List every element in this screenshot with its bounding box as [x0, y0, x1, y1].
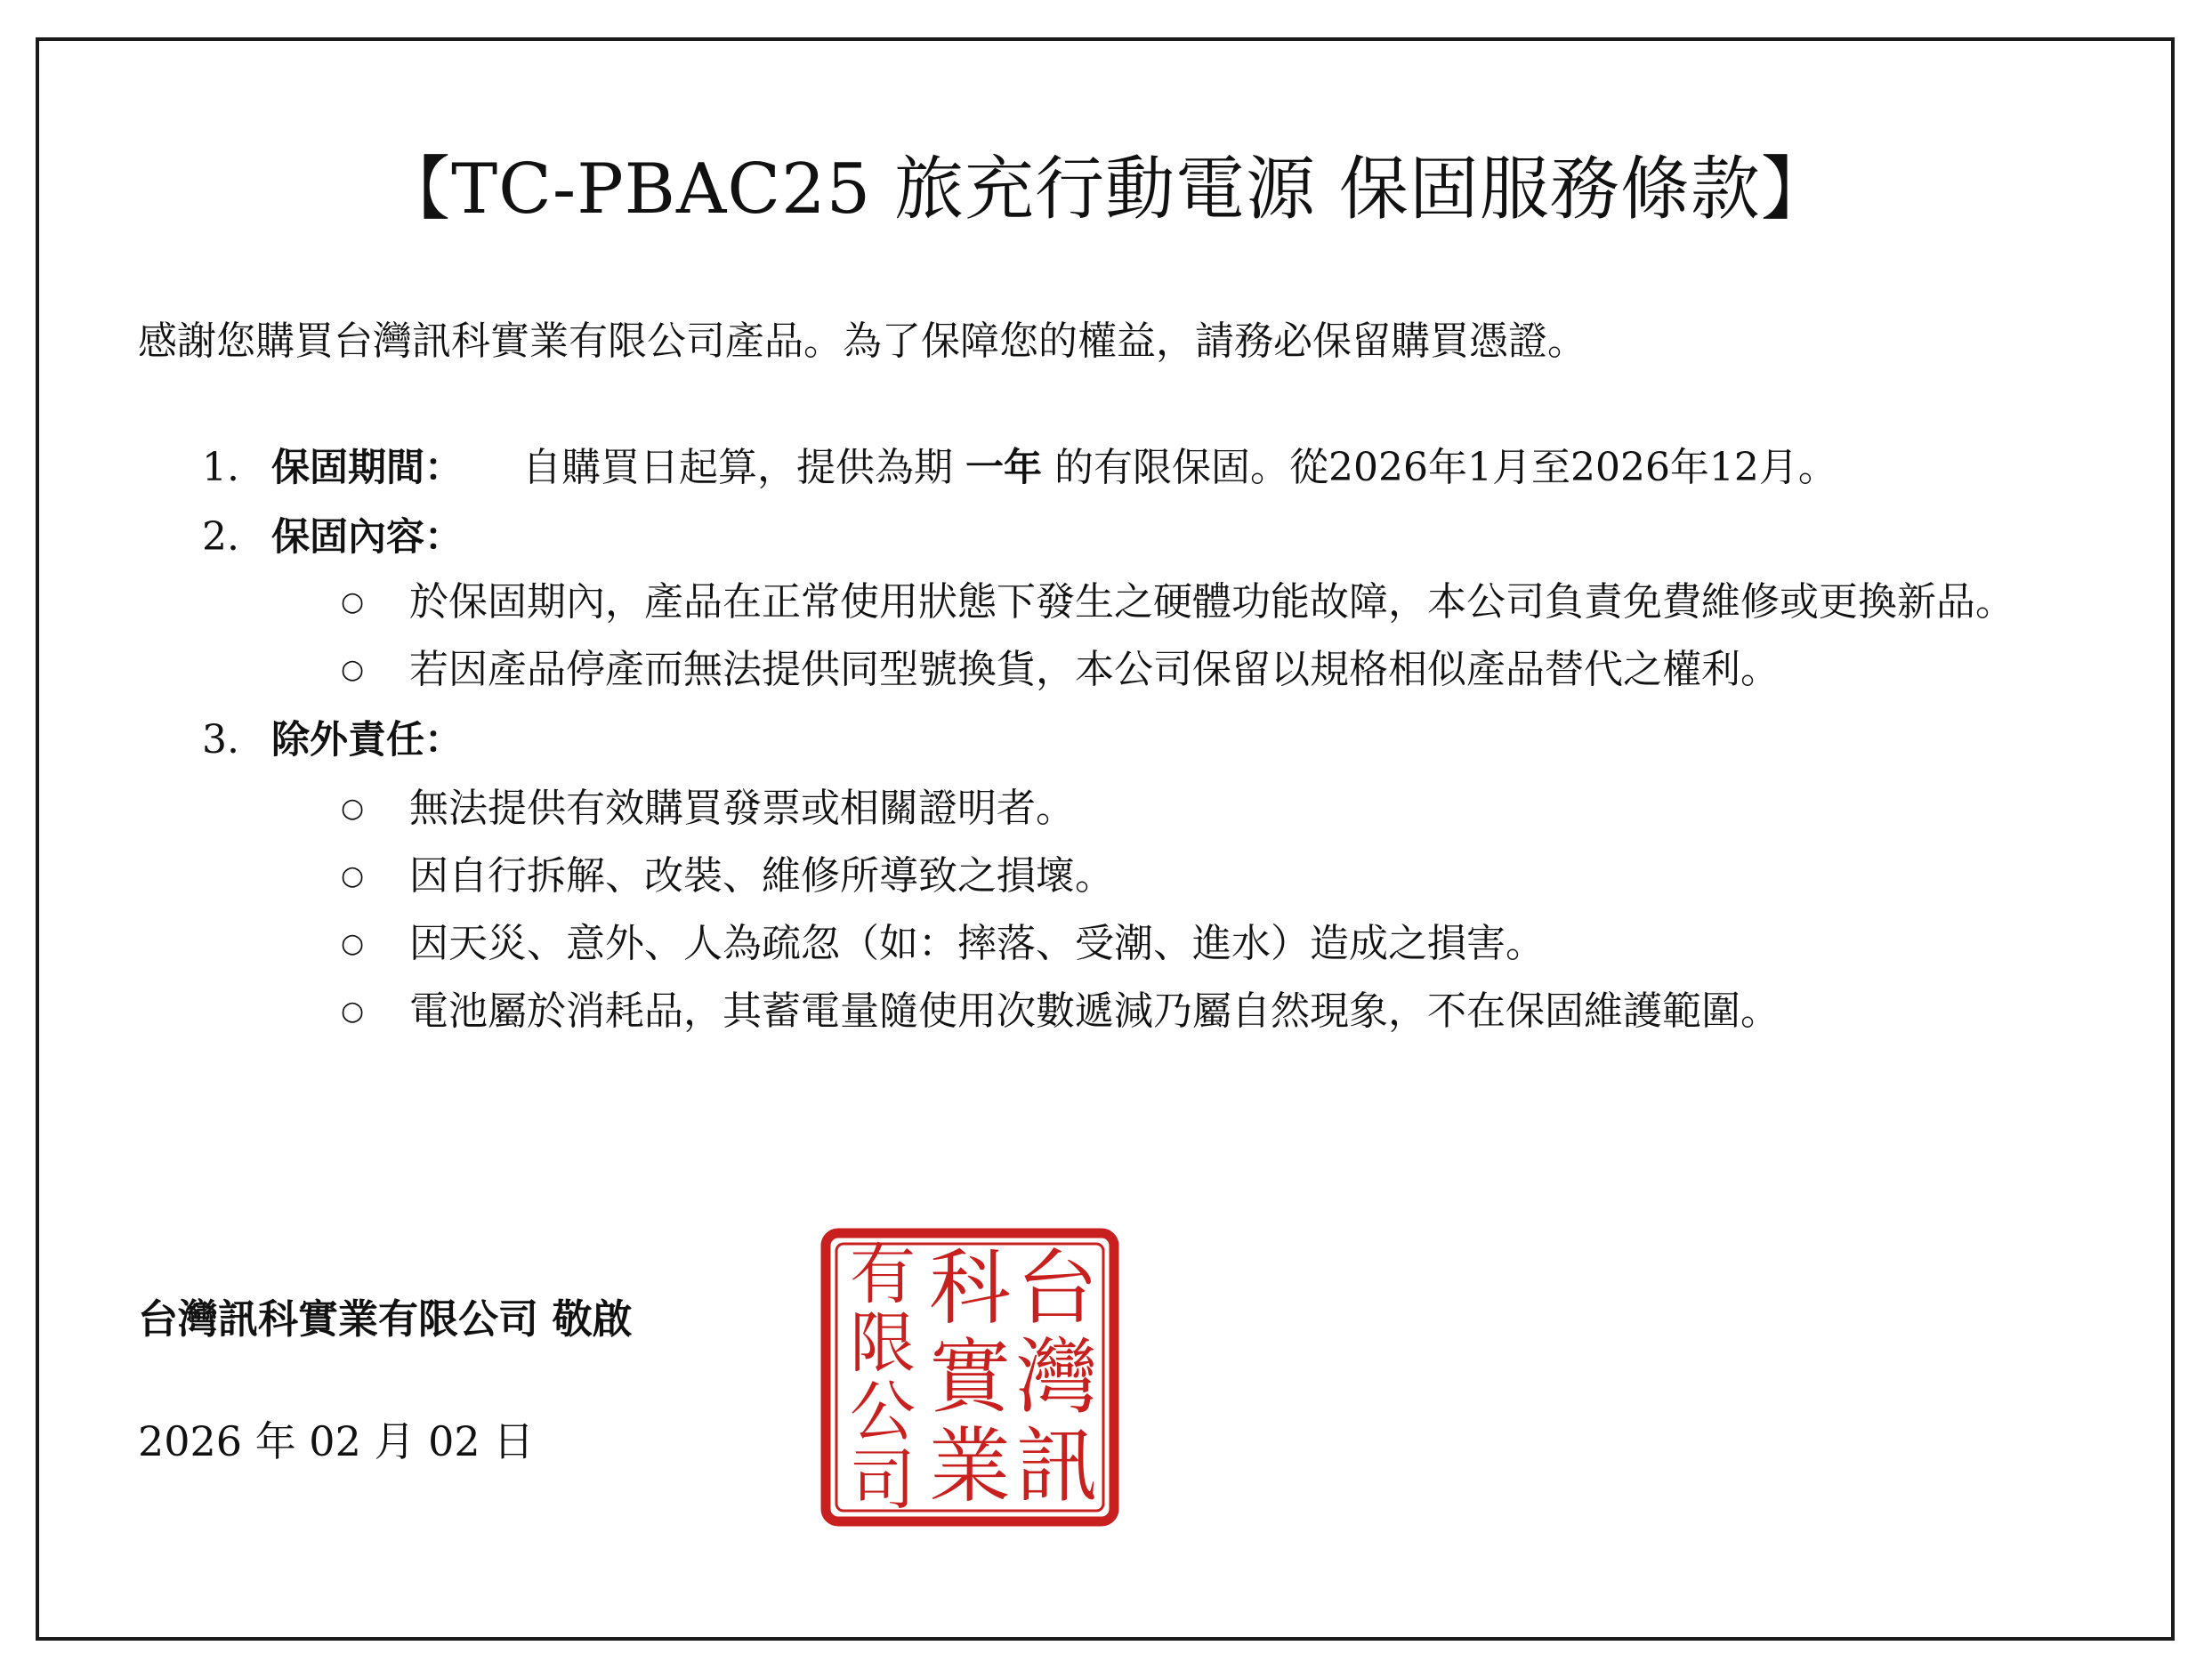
bullet-circle-icon: ○	[341, 586, 365, 617]
term-section-1	[138, 433, 2122, 503]
period-text-before: 自購買日起算，提供為期	[522, 445, 965, 490]
seal-character: 公	[850, 1374, 916, 1450]
document-date: 2026 年 02 月 02 日	[138, 1417, 535, 1465]
document-title: 【TC-PBAC25 旅充行動電源 保固服務條款】	[381, 149, 1831, 230]
warranty-period-text	[522, 433, 1837, 503]
list-item	[138, 910, 2122, 978]
bullet-text: 電池屬於消耗品，其蓄電量隨使用次數遞減乃屬自然現象，不在保固維護範圍。	[409, 988, 1780, 1034]
company-seal-stamp-icon	[819, 1226, 1121, 1529]
list-item	[138, 636, 2122, 704]
period-emphasis: 一年	[965, 446, 1042, 490]
bullet-circle-icon: ○	[341, 860, 365, 891]
intro-paragraph: 感謝您購買台灣訊科實業有限公司產品。為了保障您的權益，請務必保留購買憑證。	[138, 319, 1586, 364]
seal-character: 司	[850, 1442, 916, 1519]
seal-character: 限	[850, 1305, 916, 1382]
seal-character: 業	[928, 1418, 1012, 1514]
bullet-text: 因自行拆解、改裝、維修所導致之損壞。	[409, 853, 1114, 899]
bullet-text: 若因產品停產而無法提供同型號換貨，本公司保留以規格相似產品替代之權利。	[409, 647, 1780, 692]
list-item	[138, 978, 2122, 1045]
list-item	[138, 775, 2122, 843]
bullet-circle-icon: ○	[341, 996, 365, 1027]
list-item	[138, 843, 2122, 910]
seal-character: 台	[1015, 1240, 1099, 1336]
bullet-text: 因天災、意外、人為疏忽（如：摔落、受潮、進水）造成之損害。	[409, 921, 1545, 966]
section-number: 2.	[202, 514, 239, 560]
section-number: 1.	[202, 445, 239, 490]
term-section-3	[138, 706, 2122, 775]
list-item	[138, 569, 2212, 636]
bullet-text: 於保固期內，產品在正常使用狀態下發生之硬體功能故障，本公司負責免費維修或更換新品。	[409, 579, 2014, 625]
bullet-circle-icon: ○	[341, 654, 365, 685]
seal-character: 訊	[1015, 1418, 1099, 1514]
bullet-circle-icon: ○	[341, 793, 365, 824]
term-section-2	[138, 503, 2122, 572]
terms-list	[138, 433, 2122, 1045]
company-signature: 台灣訊科實業有限公司 敬啟	[138, 1295, 633, 1343]
section-number: 3.	[202, 717, 239, 762]
seal-character: 灣	[1015, 1329, 1099, 1425]
seal-character: 科	[928, 1240, 1012, 1336]
section-heading: 除外責任：	[271, 718, 463, 762]
seal-character: 實	[928, 1329, 1012, 1425]
bullet-text: 無法提供有效購買發票或相關證明者。	[409, 786, 1075, 831]
section-heading: 保固期間：	[271, 446, 463, 490]
bullet-circle-icon: ○	[341, 928, 365, 959]
seal-character: 有	[850, 1237, 916, 1313]
period-text-after: 的有限保固。從2026年1月至2026年12月。	[1042, 445, 1837, 490]
section-heading: 保固內容：	[271, 515, 463, 560]
